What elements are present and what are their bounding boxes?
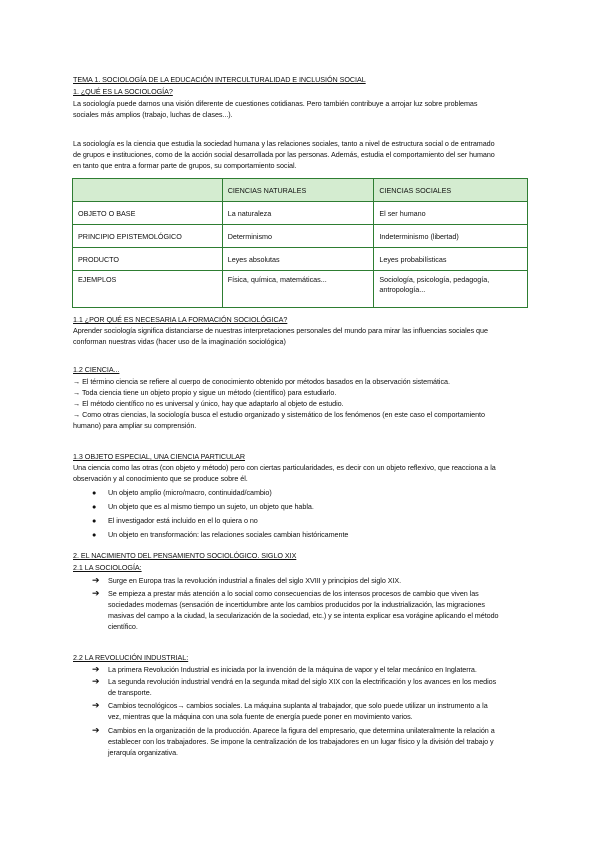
list-item xyxy=(92,515,522,529)
list-item xyxy=(92,725,532,761)
text-line: masivas del campo a la ciudad, la secularización de la sociedad, etc.) y se intenta explicar esa vorágine aplicando el método xyxy=(108,611,499,620)
section-1-1-heading: 1.1 ¿POR QUÉ ES NECESARIA LA FORMACIÓN SOCIOLÓGICA? xyxy=(73,315,288,324)
list-item-text: Surge en Europa tras la revolución industrial a finales del siglo XVIII y principios del siglo XIX. xyxy=(108,576,402,585)
table-cell: Determinismo xyxy=(222,225,374,248)
list-item-text: El investigador está incluido en el lo quiera o no xyxy=(108,516,258,525)
list-item-text xyxy=(108,588,499,632)
section-1-1-paragraph xyxy=(73,325,528,347)
table-row xyxy=(73,202,528,225)
table-header-cell xyxy=(73,179,223,202)
text-line: → El término ciencia se refiere al cuerpo de conocimiento obtenido por métodos basados en la observación sistemática. xyxy=(73,377,450,386)
text-line: Cambios tecnológicos→ cambios sociales. La máquina suplanta al trabajador, que solo puede utilizar un instrumento a la xyxy=(108,701,488,710)
table-cell: OBJETO O BASE xyxy=(73,202,223,225)
text-line: observación y al conocimiento que se produce sobre él. xyxy=(73,474,248,483)
list-item xyxy=(92,700,532,725)
section-2-heading: 2. EL NACIMIENTO DEL PENSAMIENTO SOCIOLÓGICO. SIGLO XIX xyxy=(73,551,297,560)
table-header-cell: CIENCIAS NATURALES xyxy=(222,179,374,202)
table-header-row xyxy=(73,179,528,202)
arrow-bullet-icon: ➔ xyxy=(92,725,100,735)
table-cell: Indeterminismo (libertad) xyxy=(374,225,528,248)
section-1-paragraph-2 xyxy=(73,138,528,171)
list-item-text xyxy=(108,725,495,758)
text-line: La sociología es la ciencia que estudia la sociedad humana y las relaciones sociales, tanto a nivel de estructura social o de entramado xyxy=(73,139,495,148)
list-item xyxy=(92,588,532,638)
text-line: Cambios en la organización de la producción. Aparece la figura del empresario, que determina unilateralmente la relación a xyxy=(108,726,495,735)
table-header-cell: CIENCIAS SOCIALES xyxy=(374,179,528,202)
text-line: → El método científico no es universal y único, hay que adaptarlo al objeto de estudio. xyxy=(73,399,344,408)
text-line: Una ciencia como las otras (con objeto y método) pero con ciertas particularidades, es decir con un objeto reflexivo, que reacciona a la xyxy=(73,463,496,472)
table-cell: PRINCIPIO EPISTEMOLÓGICO xyxy=(73,225,223,248)
list-item-text: La primera Revolución Industrial es iniciada por la invención de la máquina de vapor y el telar mecánico en Inglaterra. xyxy=(108,665,477,674)
list-item xyxy=(92,501,522,515)
comparison-table xyxy=(72,178,528,308)
list-item xyxy=(92,487,522,501)
arrow-bullet-icon: ➔ xyxy=(92,575,100,585)
text-line: de transporte. xyxy=(108,688,152,697)
bullet-dot-icon: ● xyxy=(92,530,97,539)
text-line: en tanto que entra a formar parte de grupos, su comportamiento social. xyxy=(73,161,297,170)
text-line: → Toda ciencia tiene un objeto propio y sigue un método (científico) para estudiarlo. xyxy=(73,388,337,397)
list-item-text xyxy=(108,700,488,722)
list-item-text: Un objeto que es al mismo tiempo un sujeto, un objeto que habla. xyxy=(108,502,314,511)
document-title: TEMA 1. SOCIOLOGÍA DE LA EDUCACIÓN INTERCULTURALIDAD E INCLUSIÓN SOCIAL xyxy=(73,75,366,84)
list-item xyxy=(92,529,522,543)
list-item-text: Un objeto amplio (micro/macro, continuidad/cambio) xyxy=(108,488,272,497)
text-line: Aprender sociología significa distanciarse de nuestras interpretaciones personales del mundo para mirar las influencias sociales que xyxy=(73,326,488,335)
text-line: vez, mientras que la máquina con una sola fuente de energía puede poner en movimiento varios. xyxy=(108,712,413,721)
list-item xyxy=(92,664,532,676)
table-row xyxy=(73,225,528,248)
section-2-1-list xyxy=(92,575,532,638)
section-1-paragraph-1 xyxy=(73,98,528,120)
table-cell: Sociología, psicología, pedagogía, antropología... xyxy=(374,271,528,308)
arrow-bullet-icon: ➔ xyxy=(92,588,100,598)
arrow-bullet-icon: ➔ xyxy=(92,700,100,710)
section-1-3-bullets xyxy=(92,487,522,543)
text-line: establecer con los trabajadores. Se impone la centralización de los trabajadores en un lugar físico y la división del trabajo y xyxy=(108,737,494,746)
section-1-heading: 1. ¿QUÉ ES LA SOCIOLOGÍA? xyxy=(73,87,173,96)
table-cell: Leyes absolutas xyxy=(222,248,374,271)
table-cell: PRODUCTO xyxy=(73,248,223,271)
table-cell: El ser humano xyxy=(374,202,528,225)
text-line: jerarquía organizativa. xyxy=(108,748,178,757)
section-2-1-heading: 2.1 LA SOCIOLOGÍA: xyxy=(73,563,142,572)
text-line: La sociología puede darnos una visión diferente de cuestiones cotidianas. Pero también contribuye a arrojar luz sobre problemas xyxy=(73,99,478,108)
text-line: La segunda revolución industrial vendrá en la segunda mitad del siglo XIX con la electrificación y los avances en los medios xyxy=(108,677,497,686)
list-item xyxy=(92,676,532,700)
section-1-3-paragraph xyxy=(73,462,528,484)
text-line: científico. xyxy=(108,622,138,631)
section-1-2-heading: 1.2 CIENCIA... xyxy=(73,365,120,374)
bullet-dot-icon: ● xyxy=(92,516,97,525)
table-cell: Física, química, matemáticas... xyxy=(222,271,374,308)
list-item-text xyxy=(108,676,496,698)
text-line: → Como otras ciencias, la sociología busca el estudio organizado y sistemático de los fenómenos (en este caso el comportamiento xyxy=(73,410,485,419)
bullet-dot-icon: ● xyxy=(92,502,97,511)
list-item xyxy=(92,575,532,588)
table-row xyxy=(73,248,528,271)
text-line: conforman nuestras vidas (hacer uso de la imaginación sociológica) xyxy=(73,337,286,346)
section-1-3-heading: 1.3 OBJETO ESPECIAL, UNA CIENCIA PARTICULAR xyxy=(73,452,246,461)
list-item-text: Un objeto en transformación: las relaciones sociales cambian históricamente xyxy=(108,530,349,539)
table-cell: La naturaleza xyxy=(222,202,374,225)
table-row xyxy=(73,271,528,308)
text-line: sociales más amplios (trabajo, luchas de clases...). xyxy=(73,110,233,119)
section-2-2-heading: 2.2 LA REVOLUCIÓN INDUSTRIAL: xyxy=(73,653,189,662)
text-line: sociedades modernas (sensación de incertidumbre ante los cambios producidos por la industrialización, las migraciones xyxy=(108,600,485,609)
table-cell: EJEMPLOS xyxy=(73,271,223,308)
text-line: de grupos e instituciones, como de la acción social desarrollada por las personas. Además, estudia el comportamiento del ser humano xyxy=(73,150,495,159)
bullet-dot-icon: ● xyxy=(92,488,97,497)
table-cell: Leyes probabilísticas xyxy=(374,248,528,271)
section-2-2-list xyxy=(92,664,532,761)
arrow-bullet-icon: ➔ xyxy=(92,664,100,674)
section-1-2-list xyxy=(73,376,528,431)
text-line: humano) para ampliar su comprensión. xyxy=(73,421,197,430)
text-line: Se empieza a prestar más atención a lo social como consecuencias de los intensos procesos de cambio que viven las xyxy=(108,589,479,598)
arrow-bullet-icon: ➔ xyxy=(92,676,100,686)
